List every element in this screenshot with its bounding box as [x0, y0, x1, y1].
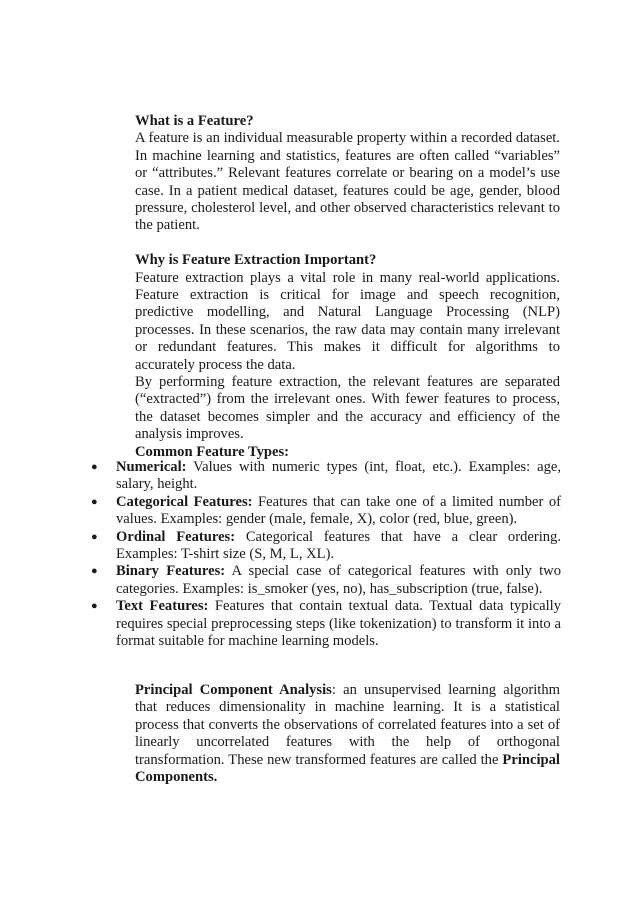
feature-types-list [84, 459, 561, 650]
list-item-term: Binary Features: [116, 563, 226, 580]
list-item [84, 459, 561, 494]
pca-term: Principal Component Analysis [135, 682, 332, 698]
list-item [84, 598, 561, 650]
list-item-term: Ordinal Features: [116, 528, 236, 545]
paragraph-feature-definition: A feature is an individual measurable property within a recorded dataset. In machine learning and statistics, features are often called “variables” or “attributes.” Relevant features correlate or bearing on a model’s use case. In a patient medical dataset, features could be age, gender, blood pressure, cholesterol level, and other observed characteristics relevant to the patient. [135, 130, 560, 234]
section-what-is-feature [135, 113, 560, 461]
pca-principal-components-term: Principal Components. [135, 751, 560, 786]
paragraph-extraction-importance: Feature extraction plays a vital role in many real-world applications. Feature extraction is critical for image and speech recognition, predictive modelling, and Natural Language Processing (NLP) processes. In these scenarios, the raw data may contain many irrelevant or redundant features. This makes it difficult for algorithms to accurately process the data. [135, 269, 560, 373]
bullet-icon: ● [91, 600, 98, 613]
bullet-icon: ● [91, 530, 98, 543]
list-item [84, 529, 561, 564]
paragraph-extraction-benefits: By performing feature extraction, the relevant features are separated (“extracted”) from the irrelevant ones. With fewer features to process, the dataset becomes simpler and the accuracy and efficiency of the analysis improves. [135, 374, 560, 443]
list-item [84, 494, 561, 529]
list-item-desc: Categorical features that have a clear ordering. Examples: T-shirt size (S, M, L, XL). [116, 528, 561, 563]
heading-common-feature-types: Common Feature Types: [135, 443, 290, 460]
list-item-term: Numerical: [116, 459, 187, 475]
list-item-desc: Features that can take one of a limited number of values. Examples: gender (male, female, X), color (red, blue, green). [116, 493, 562, 528]
pca-description: : an unsupervised learning algorithm that reduces dimensionality in machine learning. It is a statistical process that converts the observations of correlated features into a set of linearly uncorrelated features with the help of orthogonal transformation. These new transformed features are called the [135, 682, 560, 768]
spacer [135, 235, 560, 252]
list-item-term: Categorical Features: [116, 493, 253, 510]
paragraph-pca [135, 682, 560, 786]
list-item-desc: Values with numeric types (int, float, etc.). Examples: age, salary, height. [116, 459, 561, 493]
bullet-icon: ● [91, 461, 98, 473]
section-pca [135, 682, 560, 786]
list-item-desc: Features that contain textual data. Textual data typically requires special preprocessing steps (like tokenization) to transform it into a format suitable for machine learning models. [116, 598, 561, 650]
bullet-icon: ● [91, 565, 98, 578]
list-item-term: Text Features: [116, 598, 209, 615]
list-item [84, 563, 561, 598]
heading-what-is-feature: What is a Feature? [135, 113, 254, 129]
list-item-desc: A special case of categorical features with only two categories. Examples: is_smoker (yes, no), has_subscription (true, false). [116, 563, 561, 597]
bullet-icon: ● [91, 495, 98, 508]
heading-why-feature-extraction: Why is Feature Extraction Important? [135, 252, 377, 269]
